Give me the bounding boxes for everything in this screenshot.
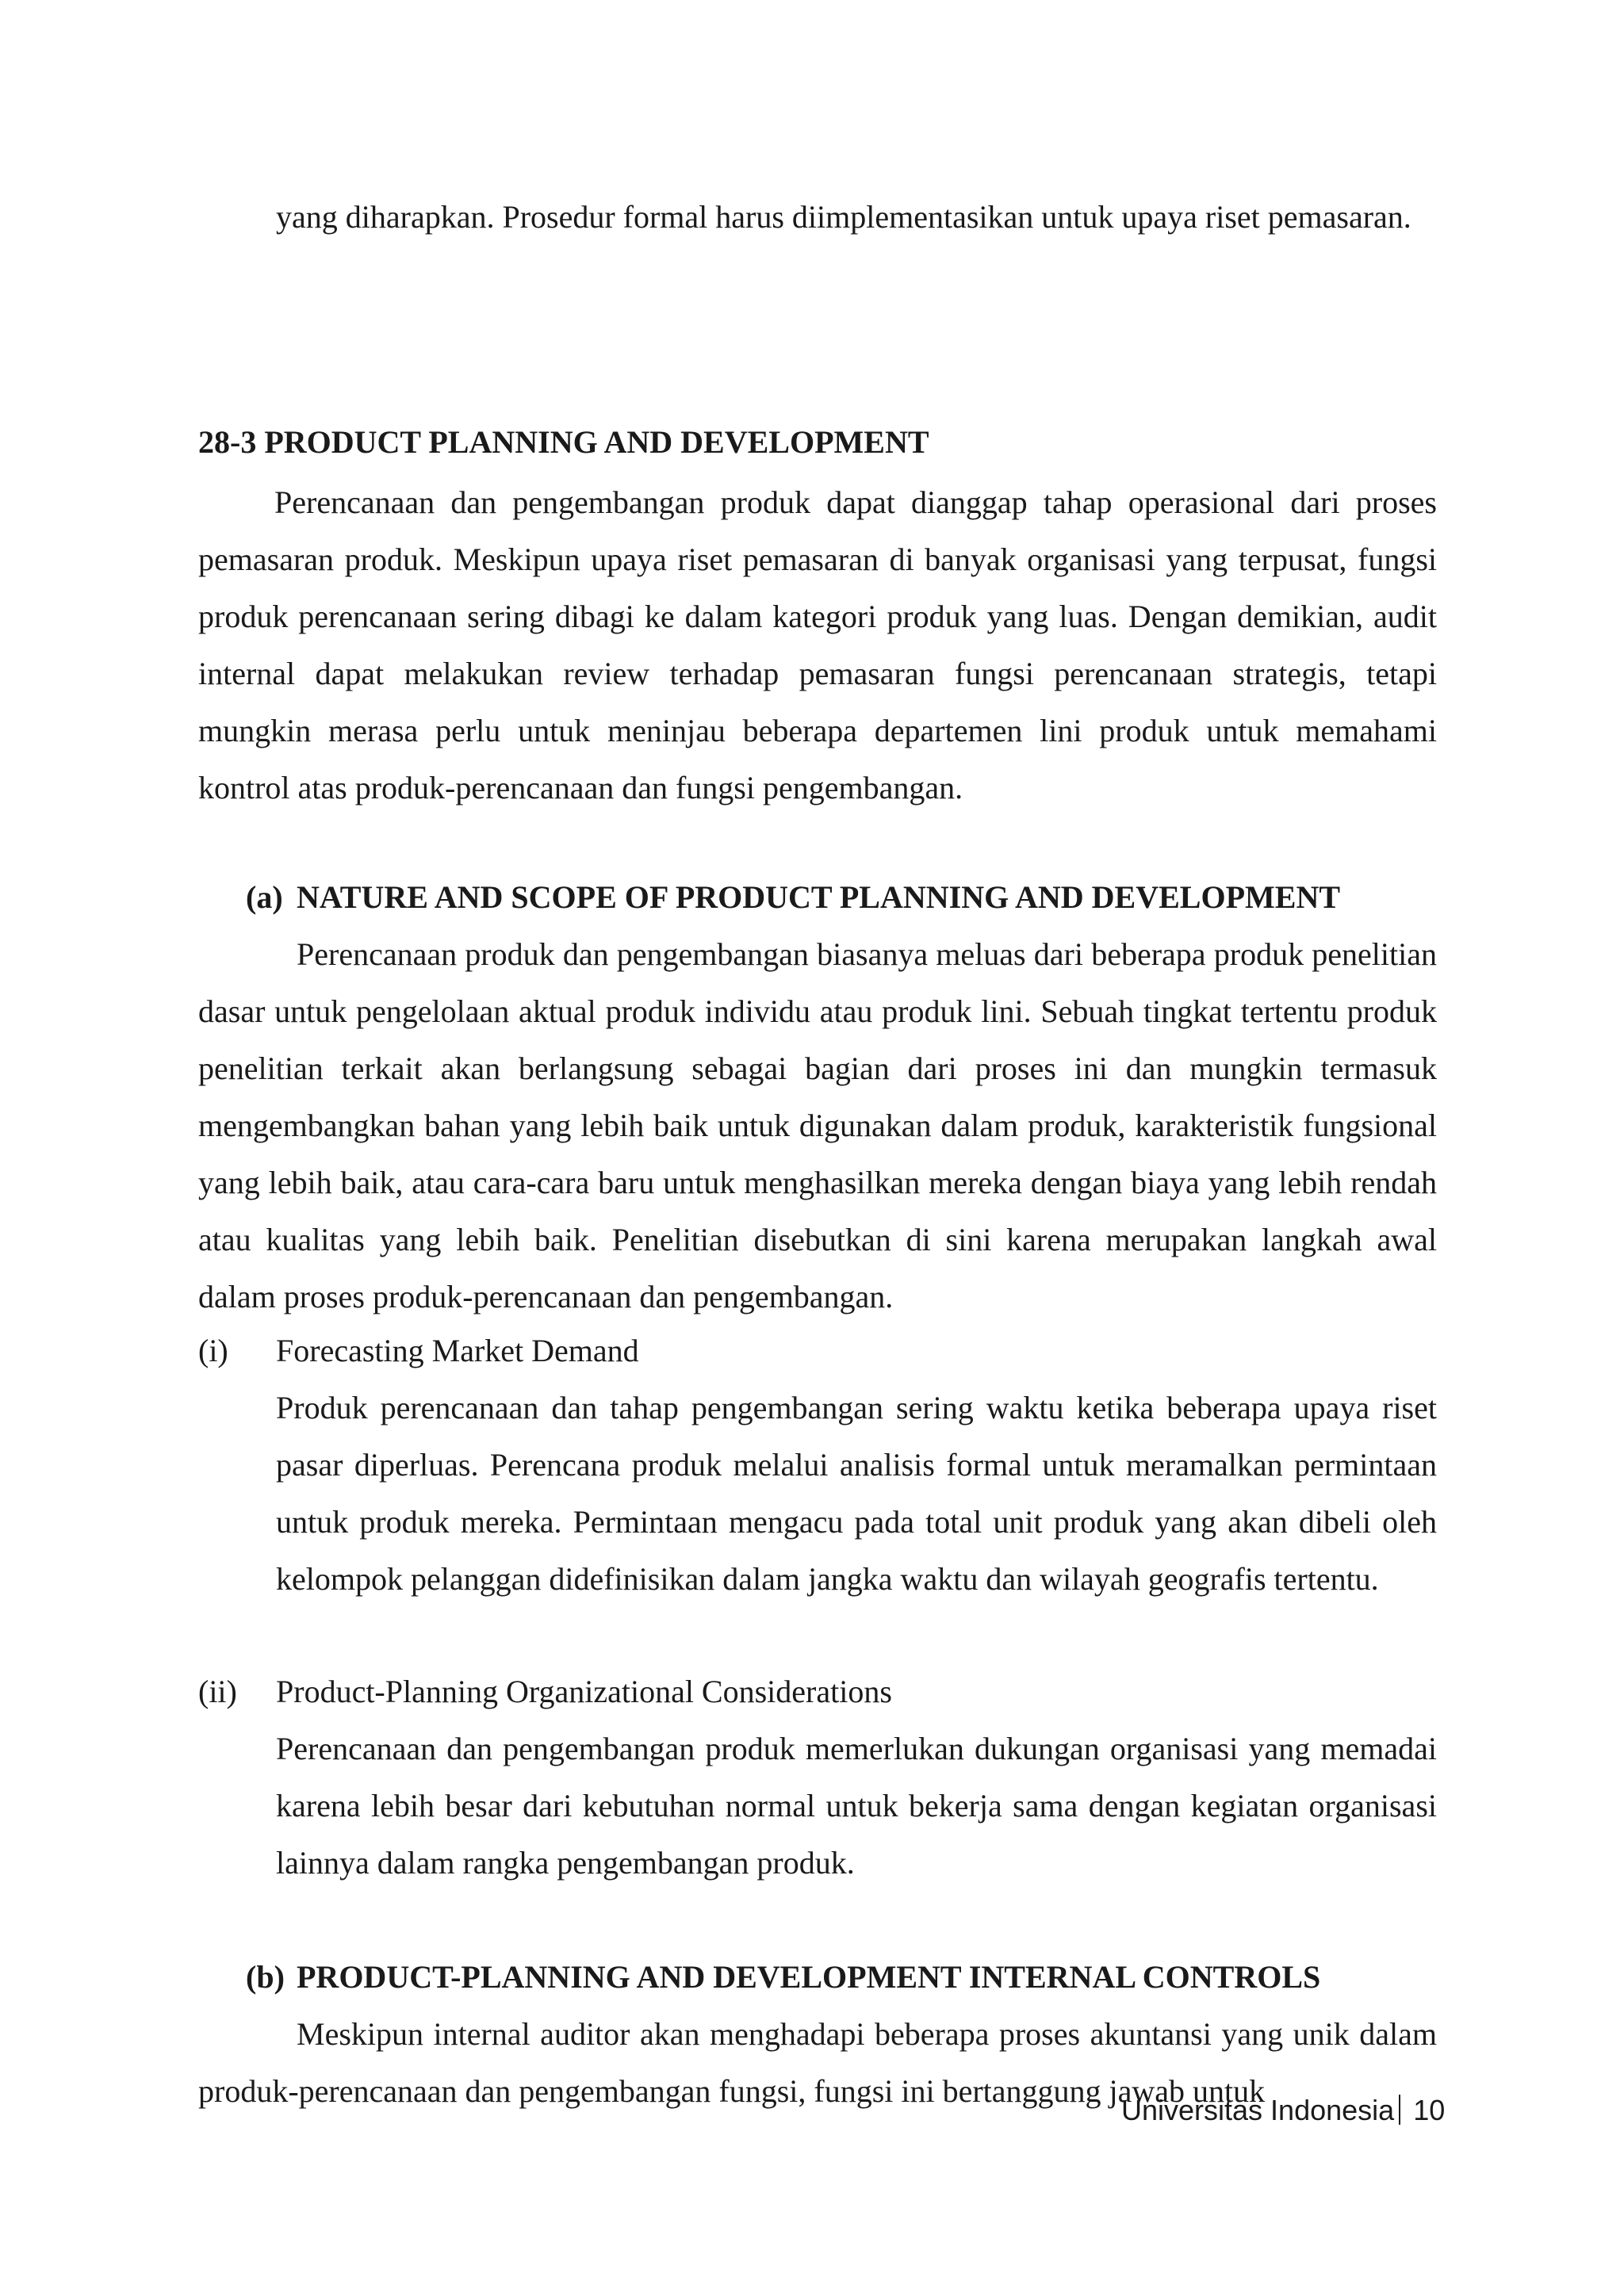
item-ii-body: Perencanaan dan pengembangan produk memerlukan dukungan organisasi yang memadai karena lebih besar dari kebutuhan normal untuk bekerja sama dengan kegiatan organisasi lainnya dalam rangka pengembangan produk. [276, 1731, 1437, 1881]
item-i-title: Forecasting Market Demand [276, 1333, 639, 1368]
subsection-a-paragraph: Perencanaan produk dan pengembangan biasanya meluas dari beberapa produk penelitian dasar untuk pengelolaan aktual produk individu atau produk lini. Sebuah tingkat tertentu produk penelitian terkait akan berlangsung sebagai bagian dari proses ini dan mungkin termasuk mengembangkan bahan yang lebih baik untuk digunakan dalam produk, karakteristik fungsional yang lebih baik, atau cara-cara baru untuk menghasilkan mereka dengan biaya yang lebih rendah atau kualitas yang lebih baik. Penelitian disebutkan di sini karena merupakan langkah awal dalam proses produk-perencanaan dan pengembangan. [198, 936, 1437, 1314]
subsection-a-label: (a) [246, 879, 283, 915]
item-ii-title: Product-Planning Organizational Considerations [276, 1674, 892, 1709]
item-i-body: Produk perencanaan dan tahap pengembangan sering waktu ketika beberapa upaya riset pasar diperluas. Perencana produk melalui analisis formal untuk meramalkan permintaan untuk produk mereka. Permintaan mengacu pada total unit produk yang akan dibeli oleh kelompok pelanggan didefinisikan dalam jangka waktu dan wilayah geografis tertentu. [276, 1390, 1437, 1597]
page-footer [1121, 2093, 1445, 2128]
footer-institution: Universitas Indonesia [1121, 2094, 1395, 2126]
item-ii-number: (ii) [198, 1674, 237, 1709]
section-paragraph: Perencanaan dan pengembangan produk dapat dianggap tahap operasional dari proses pemasaran produk. Meskipun upaya riset pemasaran di banyak organisasi yang terpusat, fungsi produk perencanaan sering dibagi ke dalam kategori produk yang luas. Dengan demikian, audit internal dapat melakukan review terhadap pemasaran fungsi perencanaan strategis, tetapi mungkin merasa perlu untuk meninjau beberapa departemen lini produk untuk memahami kontrol atas produk-perencanaan dan fungsi pengembangan. [198, 484, 1437, 806]
subsection-b-title: PRODUCT-PLANNING AND DEVELOPMENT INTERNAL CONTROLS [297, 1959, 1321, 1995]
continuation-paragraph: yang diharapkan. Prosedur formal harus diimplementasikan untuk upaya riset pemasaran. [276, 199, 1411, 235]
subsection-a-title: NATURE AND SCOPE OF PRODUCT PLANNING AND DEVELOPMENT [297, 879, 1341, 915]
section-heading: 28-3 PRODUCT PLANNING AND DEVELOPMENT [198, 424, 929, 460]
item-i-number: (i) [198, 1333, 228, 1368]
page-number: 10 [1413, 2094, 1446, 2126]
subsection-b-label: (b) [246, 1959, 285, 1995]
footer-separator [1399, 2095, 1400, 2125]
subsection-b-paragraph: Meskipun internal auditor akan menghadapi beberapa proses akuntansi yang unik dalam produk-perencanaan dan pengembangan fungsi, fungsi ini bertanggung jawab untuk [198, 2016, 1437, 2109]
